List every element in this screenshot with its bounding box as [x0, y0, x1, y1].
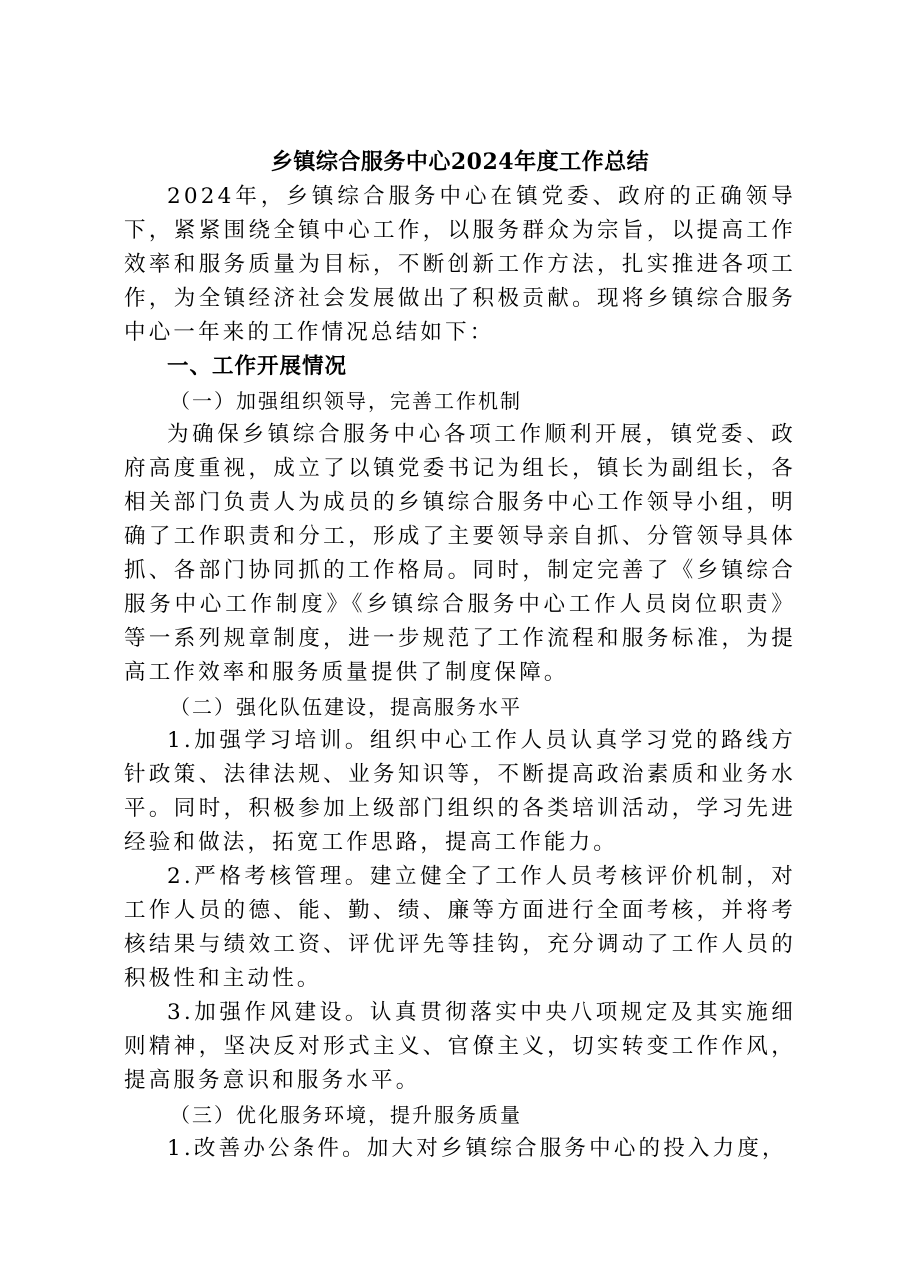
- document-page: [124, 144, 796, 1166]
- organization-paragraph: 为确保乡镇综合服务中心各项工作顺利开展，镇党委、政府高度重视，成立了以镇党委书记为组长，镇长为副组长，各相关部门负责人为成员的乡镇综合服务中心工作领导小组，明确了工作职责和分工，形成了主要领导亲自抓、分管领导具体抓、各部门协同抓的工作格局。同时，制定完善了《乡镇综合服务中心工作制度》《乡镇综合服务中心工作人员岗位职责》等一系列规章制度，进一步规范了工作流程和服务标准，为提高工作效率和服务质量提供了制度保障。: [124, 422, 796, 685]
- subsection-heading-organization: （一）加强组织领导，完善工作机制: [170, 389, 522, 413]
- team-item-assessment: 2.严格考核管理。建立健全了工作人员考核评价机制，对工作人员的德、能、勤、绩、廉等方面进行全面考核，并将考核结果与绩效工资、评优评先等挂钩，充分调动了工作人员的积极性和主动性。: [124, 864, 796, 991]
- intro-paragraph: 2024年，乡镇综合服务中心在镇党委、政府的正确领导下，紧紧围绕全镇中心工作，以服务群众为宗旨，以提高工作效率和服务质量为目标，不断创新工作方法，扎实推进各项工作，为全镇经济社会发展做出了积极贡献。现将乡镇综合服务中心一年来的工作情况总结如下：: [124, 184, 796, 345]
- document-title: 乡镇综合服务中心2024年度工作总结: [270, 149, 650, 175]
- section-heading-work-progress: 一、工作开展情况: [167, 354, 348, 379]
- team-item-work-style: 3.加强作风建设。认真贯彻落实中央八项规定及其实施细则精神，坚决反对形式主义、官僚主义，切实转变工作作风，提高服务意识和服务水平。: [124, 1000, 796, 1093]
- subsection-heading-service-environment: （三）优化服务环境，提升服务质量: [170, 1103, 522, 1127]
- subsection-heading-team-building: （二）强化队伍建设，提高服务水平: [170, 695, 522, 719]
- team-item-training: 1.加强学习培训。组织中心工作人员认真学习党的路线方针政策、法律法规、业务知识等，不断提高政治素质和业务水平。同时，积极参加上级部门组织的各类培训活动，学习先进经验和做法，拓宽工作思路，提高工作能力。: [124, 728, 796, 855]
- service-item-office-conditions: 1.改善办公条件。加大对乡镇综合服务中心的投入力度，: [167, 1136, 787, 1161]
